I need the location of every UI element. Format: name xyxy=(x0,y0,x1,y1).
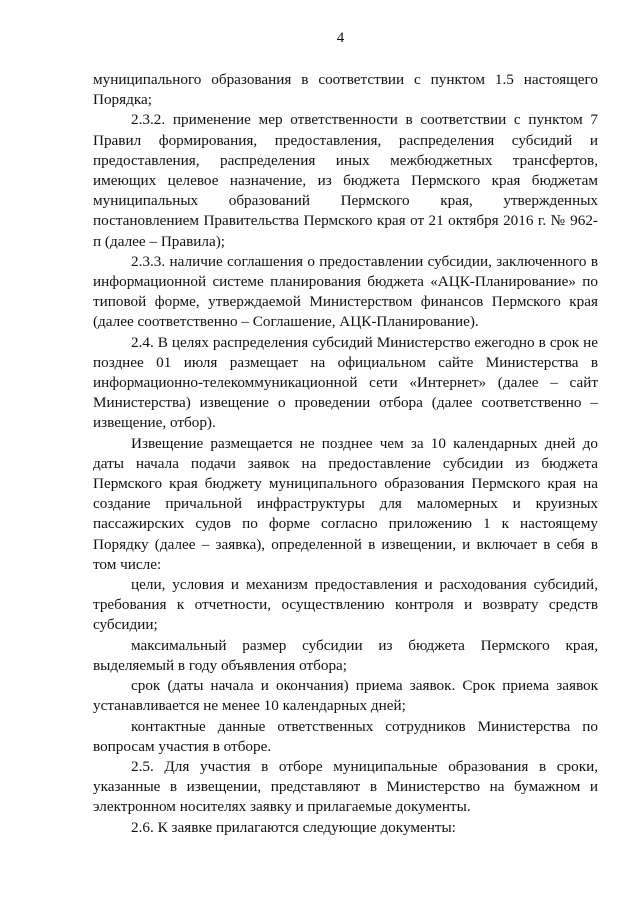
paragraph-notice-placement: Извещение размещается не позднее чем за 10 календарных дней до даты начала подачи заявок на предоставление субсидии из бюджета Пермского края бюджету муниципального образования Пермского края на создание причальной инфраструктуры для маломерных и круизных пассажирских судов по форме согласно приложению 1 к настоящему Порядку (далее – заявка), определенной в извещении, и включает в себя в том числе: xyxy=(93,434,598,573)
paragraph-notice-max-subsidy: максимальный размер субсидии из бюджета Пермского края, выделяемый в году объявления отбора; xyxy=(93,636,598,674)
paragraph-notice-contacts: контактные данные ответственных сотрудников Министерства по вопросам участия в отборе. xyxy=(93,717,598,755)
paragraph-notice-deadline: срок (даты начала и окончания) приема заявок. Срок приема заявок устанавливается не менее 10 календарных дней; xyxy=(93,677,598,715)
paragraph-2-3-3: 2.3.3. наличие соглашения о предоставлении субсидии, заключенного в информационной системе планирования бюджета «АЦК-Планирование» по типовой форме, утверждаемой Министерством финансов Пермского края (далее соответственно – Соглашение, АЦК-Планирование). xyxy=(93,252,598,331)
paragraph-2-5: 2.5. Для участия в отборе муниципальные образования в сроки, указанные в извещении, представляют в Министерство на бумажном и электронном носителях заявку и прилагаемые документы. xyxy=(93,757,598,816)
paragraph-notice-goals: цели, условия и механизм предоставления и расходования субсидий, требования к отчетности, осуществлению контроля и возврату средств субсидии; xyxy=(93,576,598,634)
paragraph-2-3-2: 2.3.2. применение мер ответственности в соответствии с пунктом 7 Правил формирования, предоставления, распределения субсидий и предоставления, распределения иных межбюджетных трансфертов, имеющих целевое назначение, из бюджета Пермского края бюджетам муниципальных образований Пермского края, утвержденных постановлением Правительства Пермского края от 21 октября 2016 г. № 962-п (далее – Правила); xyxy=(93,111,598,250)
paragraph-2-6: 2.6. К заявке прилагаются следующие документы: xyxy=(131,818,456,836)
paragraph-2-4: 2.4. В целях распределения субсидий Министерство ежегодно в срок не позднее 01 июля размещает на официальном сайте Министерства в информационно-телекоммуникационной сети «Интернет» (далее – сайт Министерства) извещение о проведении отбора (далее соответственно – извещение, отбор). xyxy=(93,333,598,432)
paragraph-1-continuation: муниципального образования в соответствии с пунктом 1.5 настоящего Порядка; xyxy=(93,71,598,109)
page-number: 4 xyxy=(336,30,345,46)
